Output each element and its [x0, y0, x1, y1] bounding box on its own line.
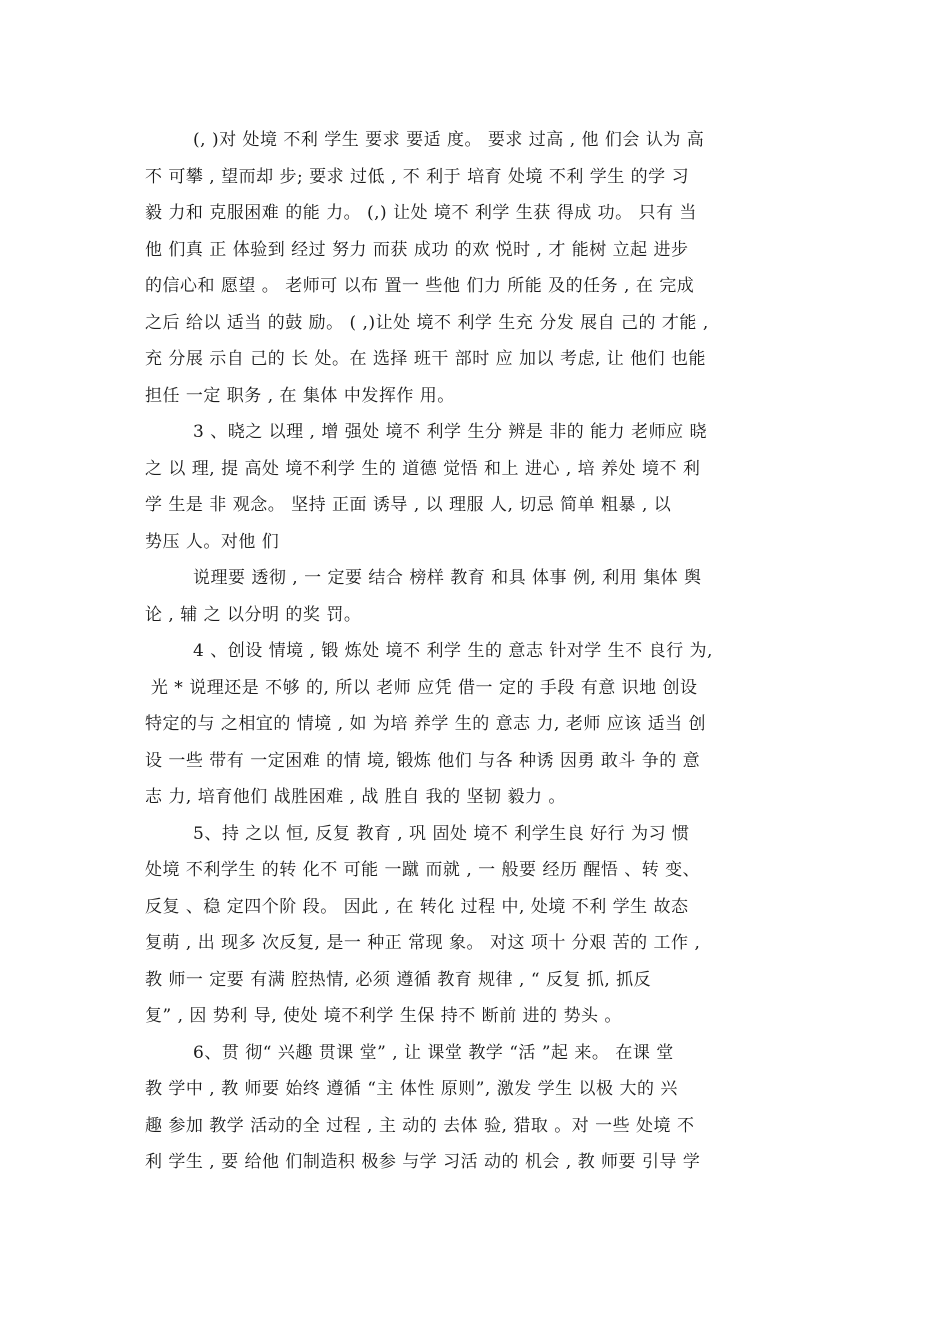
text-line: 复” , 因 势利 导, 使处 境不利学 生保 持不 断前 进的 势头 。 [145, 1006, 622, 1026]
text-line: 势压 人。对他 们 [145, 531, 280, 552]
text-line: 反复 、稳 定四个阶 段。 因此 , 在 转化 过程 中, 处境 不利 学生 故态 [145, 896, 689, 917]
text-line: 5、持 之以 恒, 反复 教育 , 巩 固处 境不 利学生良 好行 为习 惯 [193, 823, 690, 844]
text-line: 之后 给以 适当 的鼓 励。 ( ,)让处 境不 利学 生充 分发 展自 己的 才能 , [145, 312, 709, 333]
text-line: 趣 参加 教学 活动的全 过程 , 主 动的 去体 验, 猎取 。对 一些 处境 不 [145, 1115, 695, 1136]
text-line: 3 、晓之 以理 , 增 强处 境不 利学 生分 辨是 非的 能力 老师应 晓 [193, 422, 707, 442]
text-line: 特定的与 之相宜的 情境 , 如 为培 养学 生的 意志 力, 老师 应该 适当 创 [145, 714, 707, 734]
text-line: 担任 一定 职务 , 在 集体 中发挥作 用。 [145, 385, 455, 406]
text-line: 之 以 理, 提 高处 境不利学 生的 道德 觉悟 和上 进心 , 培 养处 境不 利 [145, 458, 701, 479]
text-line: 他 们真 正 体验到 经过 努力 而获 成功 的欢 悦时 , 才 能树 立起 进步 [145, 239, 689, 260]
text-line: 充 分展 示自 己的 长 处。在 选择 班干 部时 应 加以 考虑, 让 他们 也能 [145, 349, 707, 369]
text-line: 光 * 说理还是 不够 的, 所以 老师 应凭 借一 定的 手段 有意 识地 创设 [145, 677, 698, 698]
text-line: 学 生是 非 观念。 坚持 正面 诱导 , 以 理服 人, 切忌 简单 粗暴 , 以 [145, 495, 672, 515]
text-line: 说理要 透彻 , 一 定要 结合 榜样 教育 和具 体事 例, 利用 集体 舆 [193, 568, 702, 588]
text-line: 志 力, 培育他们 战胜困难 , 战 胜自 我的 坚韧 毅力 。 [145, 787, 566, 807]
document-body [145, 122, 825, 1181]
text-line: 的信心和 愿望 。 老师可 以布 置一 些他 们力 所能 及的任务 , 在 完成 [145, 276, 695, 296]
text-line: 复萌 , 出 现多 次反复, 是一 种正 常现 象。 对这 项十 分艰 苦的 工作 , [145, 933, 701, 953]
text-line: 论 , 辅 之 以分明 的奖 罚。 [145, 604, 362, 625]
text-line: 6、贯 彻“ 兴趣 贯课 堂” , 让 课堂 教学 “活 ”起 来。 在课 堂 [193, 1042, 674, 1063]
text-line: 教 师一 定要 有满 腔热情, 必须 遵循 教育 规律 , “ 反复 抓, 抓反 [145, 969, 652, 990]
text-line: 4 、创设 情境 , 锻 炼处 境不 利学 生的 意志 针对学 生不 良行 为, [193, 641, 713, 661]
text-line: 不 可攀 , 望而却 步; 要求 过低 , 不 利于 培育 处境 不利 学生 的学 习 [145, 166, 690, 187]
text-line: 处境 不利学生 的转 化不 可能 一蹴 而就 , 一 般要 经历 醒悟 、转 变、 [145, 860, 701, 880]
text-line: 利 学生 , 要 给他 们制造积 极参 与学 习活 动的 机会 , 教 师要 引导 学 [145, 1152, 701, 1172]
text-line: 毅 力和 克服困难 的能 力。 (,) 让处 境不 利学 生获 得成 功。 只有 当 [145, 203, 697, 223]
text-line: 设 一些 带有 一定困难 的情 境, 锻炼 他们 与各 种诱 因勇 敢斗 争的 意 [145, 750, 701, 771]
text-line: 教 学中 , 教 师要 始终 遵循 “主 体性 原则”, 激发 学生 以极 大的 兴 [145, 1079, 678, 1099]
text-line: (, )对 处境 不利 学生 要求 要适 度。 要求 过高 , 他 们会 认为 高 [193, 130, 705, 150]
